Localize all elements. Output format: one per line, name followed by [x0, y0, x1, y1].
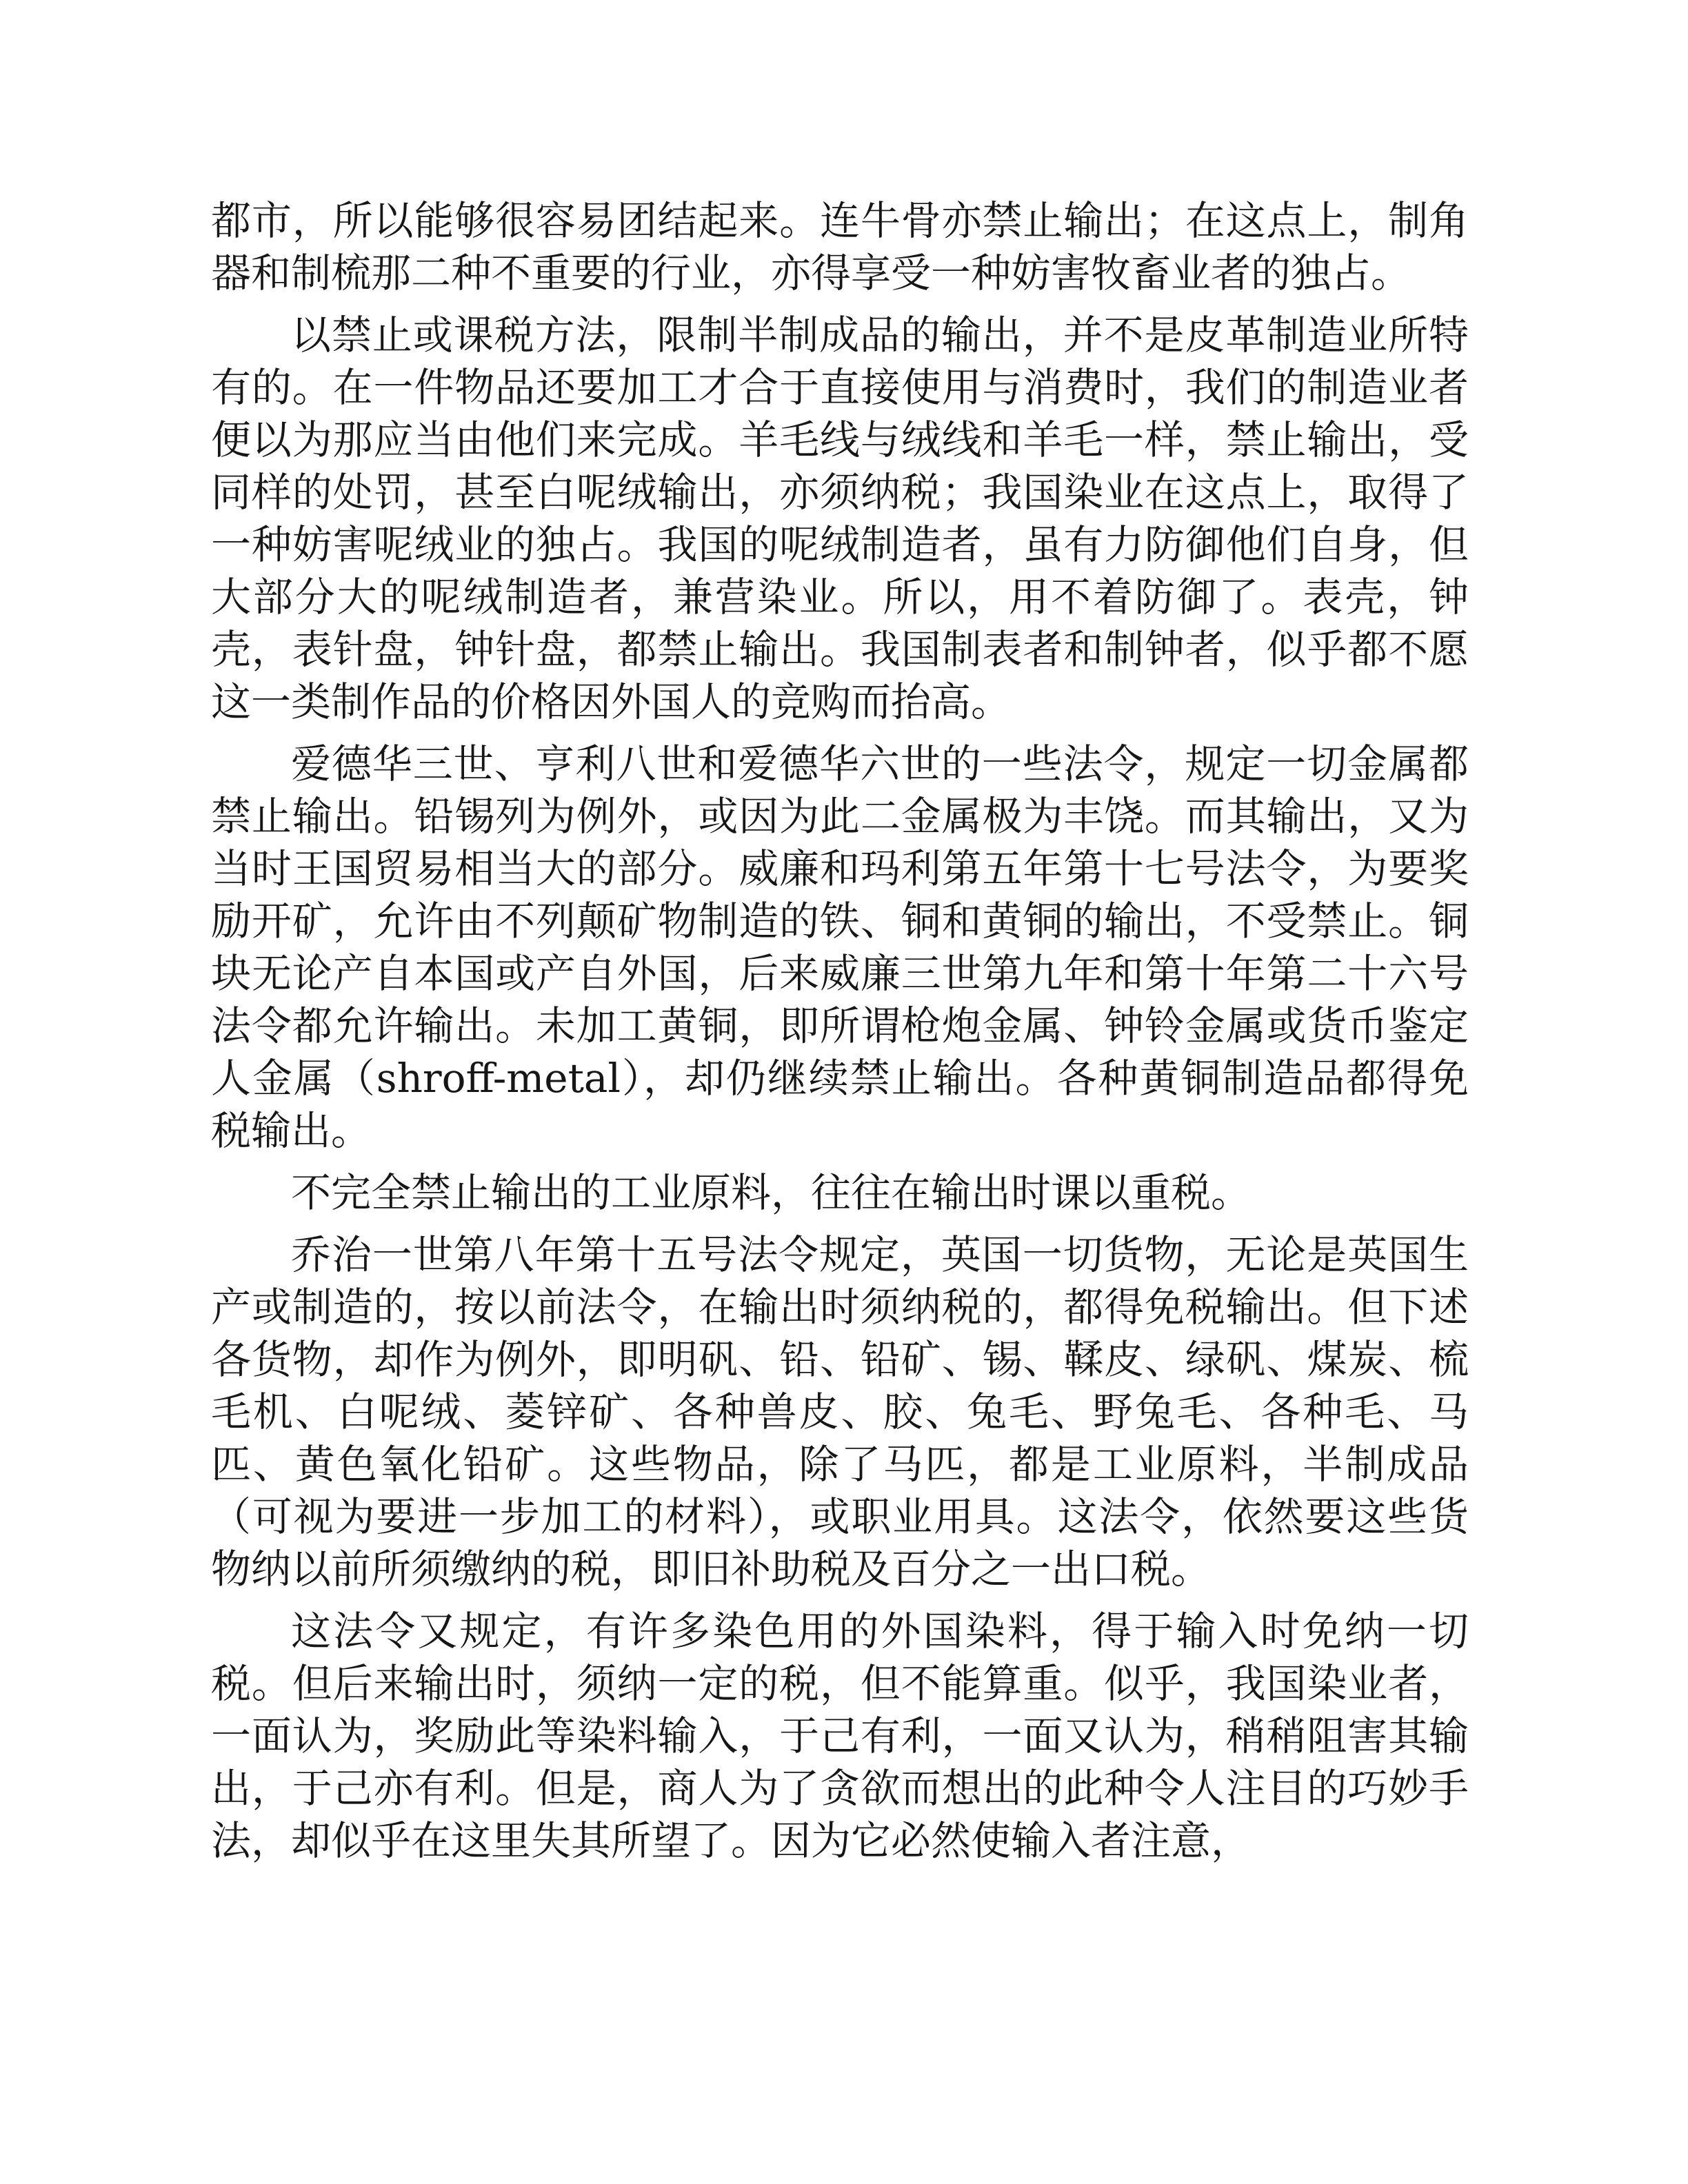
paragraph-2: 以禁止或课税方法，限制半制成品的输出，并不是皮革制造业所特有的。在一件物品还要加工才合于直接使用与消费时，我们的制造业者便以为那应当由他们来完成。羊毛线与绒线和羊毛一样，禁止输出，受同样的处罚，甚至白呢绒输出，亦须纳税；我国染业在这点上，取得了一种妨害呢绒业的独占。我国的呢绒制造者，虽有力防御他们自身，但大部分大的呢绒制造者，兼营染业。所以，用不着防御了。表壳，钟壳，表针盘，钟针盘，都禁止输出。我国制表者和制钟者，似乎都不愿这一类制作品的价格因外国人的竞购而抬高。 — [211, 312, 1469, 725]
paragraph-1: 都市，所以能够很容易团结起来。连牛骨亦禁止输出；在这点上，制角器和制梳那二种不重要的行业，亦得享受一种妨害牧畜业者的独占。 — [211, 197, 1469, 296]
paragraph-5: 乔治一世第八年第十五号法令规定，英国一切货物，无论是英国生产或制造的，按以前法令，在输出时须纳税的，都得免税输出。但下述各货物，却作为例外，即明矾、铅、铅矿、锡、鞣皮、绿矾、煤炭、梳毛机、白呢绒、菱锌矿、各种兽皮、胶、兔毛、野兔毛、各种毛、马匹、黄色氧化铅矿。这些物品，除了马匹，都是工业原料，半制成品（可视为要进一步加工的材料），或职业用具。这法令，依然要这些货物纳以前所须缴纳的税，即旧补助税及百分之一出口税。 — [211, 1231, 1469, 1593]
paragraph-6: 这法令又规定，有许多染色用的外国染料，得于输入时免纳一切税。但后来输出时，须纳一定的税，但不能算重。似乎，我国染业者，一面认为，奖励此等染料输入，于己有利，一面又认为，稍稍阻害其输出，于己亦有利。但是，商人为了贪欲而想出的此种令人注目的巧妙手法，却似乎在这里失其所望了。因为它必然使输入者注意， — [211, 1608, 1469, 1864]
document-page — [211, 194, 1469, 1877]
paragraph-4: 不完全禁止输出的工业原料，往往在输出时课以重税。 — [291, 1169, 1252, 1216]
paragraph-3: 爱德华三世、亨利八世和爱德华六世的一些法令，规定一切金属都禁止输出。铅锡列为例外，或因为此二金属极为丰饶。而其输出，又为当时王国贸易相当大的部分。威廉和玛利第五年第十七号法令，为要奖励开矿，允许由不列颠矿物制造的铁、铜和黄铜的输出，不受禁止。铜块无论产自本国或产自外国，后来威廉三世第九年和第十年第二十六号法令都允许输出。未加工黄铜，即所谓枪炮金属、钟铃金属或货币鉴定人金属（shroff-metal），却仍继续禁止输出。各种黄铜制造品都得免税输出。 — [211, 740, 1469, 1154]
